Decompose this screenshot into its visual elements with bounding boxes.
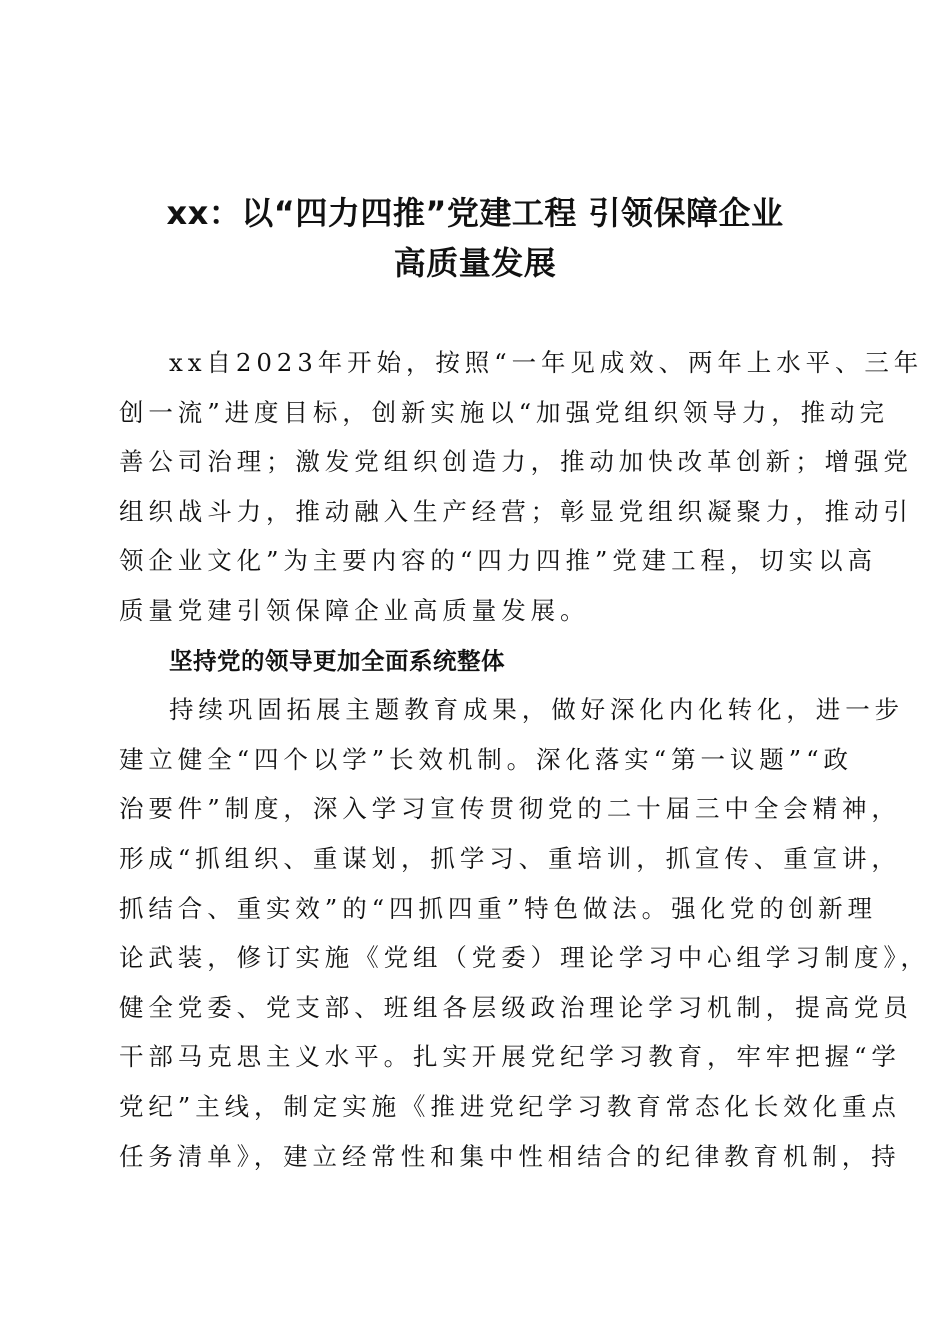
section-paragraph-line: 建立健全“四个以学”长效机制。深化落实“第一议题”“政 (119, 744, 853, 774)
title-line: xx：以“四力四推”党建工程 引领保障企业 (166, 194, 784, 232)
section-paragraph-line: 任务清单》，建立经常性和集中性相结合的纪律教育机制，持 (119, 1141, 901, 1171)
section-paragraph-line: 论武装，修订实施《党组（党委）理论学习中心组学习制度》， (119, 943, 930, 973)
intro-paragraph-line: 善公司治理；激发党组织创造力，推动加快改革创新；增强党 (119, 447, 913, 477)
section-paragraph-line: 党纪”主线，制定实施《推进党纪学习教育常态化长效化重点 (119, 1091, 901, 1121)
intro-paragraph-line: 领企业文化”为主要内容的“四力四推”党建工程，切实以高 (119, 546, 877, 576)
section-paragraph-line: 持续巩固拓展主题教育成果，做好深化内化转化，进一步 (169, 695, 904, 725)
section-paragraph-line: 形成“抓组织、重谋划，抓学习、重培训，抓宣传、重宣讲， (119, 843, 901, 873)
intro-paragraph-line: 组织战斗力，推动融入生产经营；彰显党组织凝聚力，推动引 (119, 496, 913, 526)
document-title (100, 188, 850, 288)
document-body (119, 343, 930, 1186)
section-paragraph-line: 干部马克思主义水平。扎实开展党纪学习教育，牢牢把握“学 (119, 1042, 901, 1072)
intro-paragraph-line: xx自2023年开始，按照“一年见成效、两年上水平、三年 (169, 348, 924, 377)
section-heading: 坚持党的领导更加全面系统整体 (169, 646, 505, 675)
section-paragraph-line: 健全党委、党支部、班组各层级政治理论学习机制，提高党员 (119, 992, 913, 1022)
section-paragraph-line: 抓结合、重实效”的“四抓四重”特色做法。强化党的创新理 (119, 893, 877, 923)
title-line: 高质量发展 (393, 244, 557, 282)
intro-paragraph-line: 质量党建引领保障企业高质量发展。 (119, 595, 590, 625)
intro-paragraph-line: 创一流”进度目标，创新实施以“加强党组织领导力，推动完 (119, 397, 889, 427)
section-paragraph-line: 治要件”制度，深入学习宣传贯彻党的二十届三中全会精神， (119, 794, 901, 824)
